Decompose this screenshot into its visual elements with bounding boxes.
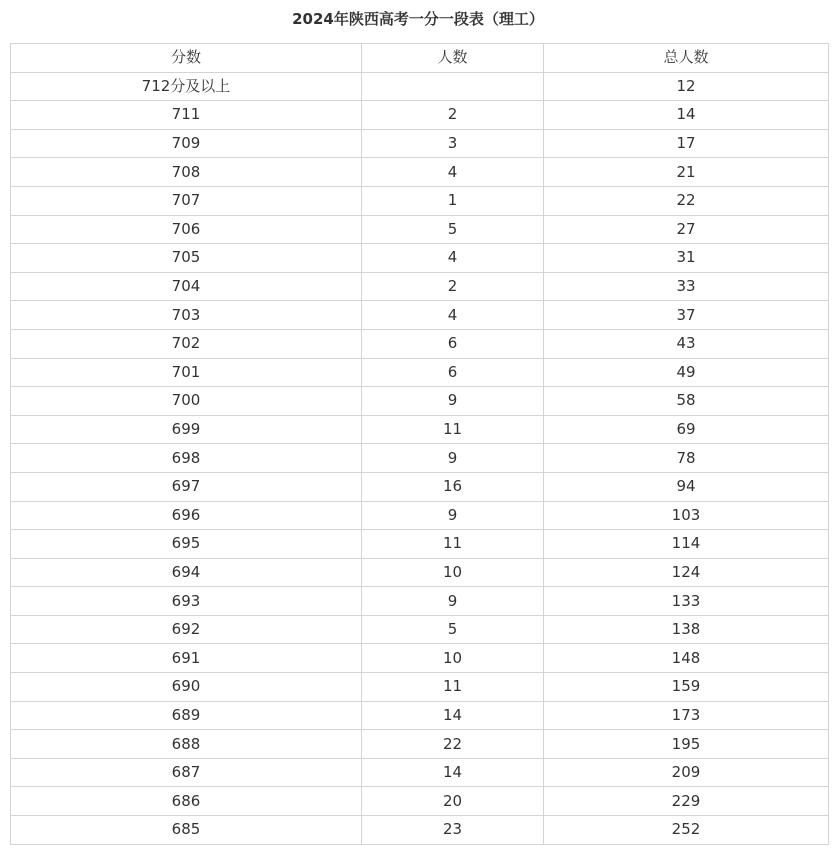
- cell-cumulative: 124: [544, 558, 829, 587]
- cell-count: 11: [362, 415, 544, 444]
- cell-cumulative: 78: [544, 444, 829, 473]
- cell-score: 696: [11, 501, 362, 530]
- table-row: [11, 72, 829, 101]
- cell-score: 709: [11, 129, 362, 158]
- cell-score: 685: [11, 816, 362, 845]
- cell-score: 701: [11, 358, 362, 387]
- cell-cumulative: 69: [544, 415, 829, 444]
- cell-score: 711: [11, 101, 362, 130]
- cell-cumulative: 33: [544, 272, 829, 301]
- cell-count: 2: [362, 101, 544, 130]
- cell-score: 708: [11, 158, 362, 187]
- cell-cumulative: 58: [544, 387, 829, 416]
- cell-cumulative: 209: [544, 758, 829, 787]
- cell-score: 712分及以上: [11, 72, 362, 101]
- cell-cumulative: 138: [544, 615, 829, 644]
- cell-cumulative: 252: [544, 816, 829, 845]
- cell-score: 703: [11, 301, 362, 330]
- cell-cumulative: 12: [544, 72, 829, 101]
- cell-cumulative: 103: [544, 501, 829, 530]
- cell-count: 5: [362, 215, 544, 244]
- cell-score: 693: [11, 587, 362, 616]
- cell-cumulative: 22: [544, 186, 829, 215]
- table-row: [11, 787, 829, 816]
- table-row: [11, 129, 829, 158]
- cell-score: 699: [11, 415, 362, 444]
- cell-score: 707: [11, 186, 362, 215]
- cell-count: 23: [362, 816, 544, 845]
- cell-count: 2: [362, 272, 544, 301]
- cell-count: 6: [362, 329, 544, 358]
- cell-count: 9: [362, 587, 544, 616]
- table-body: [11, 72, 829, 844]
- table-row: [11, 816, 829, 845]
- cell-score: 686: [11, 787, 362, 816]
- cell-count: 11: [362, 673, 544, 702]
- cell-cumulative: 43: [544, 329, 829, 358]
- table-row: [11, 472, 829, 501]
- cell-cumulative: 114: [544, 530, 829, 559]
- cell-count: 9: [362, 501, 544, 530]
- cell-score: 702: [11, 329, 362, 358]
- header-cumulative: 总人数: [544, 44, 829, 73]
- table-header-row: [11, 44, 829, 73]
- cell-cumulative: 37: [544, 301, 829, 330]
- cell-score: 690: [11, 673, 362, 702]
- page-title: 2024年陕西高考一分一段表（理工）: [292, 10, 544, 28]
- cell-cumulative: 173: [544, 701, 829, 730]
- table-row: [11, 758, 829, 787]
- cell-score: 689: [11, 701, 362, 730]
- cell-cumulative: 229: [544, 787, 829, 816]
- table-row: [11, 530, 829, 559]
- cell-count: 11: [362, 530, 544, 559]
- cell-count: 16: [362, 472, 544, 501]
- cell-score: 695: [11, 530, 362, 559]
- cell-cumulative: 133: [544, 587, 829, 616]
- cell-score: 698: [11, 444, 362, 473]
- cell-cumulative: 21: [544, 158, 829, 187]
- table-row: [11, 444, 829, 473]
- cell-score: 692: [11, 615, 362, 644]
- table-row: [11, 644, 829, 673]
- cell-cumulative: 94: [544, 472, 829, 501]
- cell-score: 697: [11, 472, 362, 501]
- cell-score: 691: [11, 644, 362, 673]
- cell-cumulative: 49: [544, 358, 829, 387]
- cell-count: 6: [362, 358, 544, 387]
- table-row: [11, 101, 829, 130]
- cell-count: 1: [362, 186, 544, 215]
- cell-cumulative: 195: [544, 730, 829, 759]
- table-row: [11, 272, 829, 301]
- table-row: [11, 358, 829, 387]
- cell-count: 10: [362, 558, 544, 587]
- table-row: [11, 558, 829, 587]
- cell-count: 5: [362, 615, 544, 644]
- table-row: [11, 730, 829, 759]
- cell-cumulative: 14: [544, 101, 829, 130]
- cell-count: 3: [362, 129, 544, 158]
- table-row: [11, 387, 829, 416]
- cell-count: 4: [362, 244, 544, 273]
- cell-count: 4: [362, 158, 544, 187]
- table-row: [11, 301, 829, 330]
- table-row: [11, 673, 829, 702]
- cell-cumulative: 31: [544, 244, 829, 273]
- cell-count: 14: [362, 701, 544, 730]
- table-row: [11, 186, 829, 215]
- cell-score: 704: [11, 272, 362, 301]
- table-row: [11, 615, 829, 644]
- cell-cumulative: 159: [544, 673, 829, 702]
- cell-score: 694: [11, 558, 362, 587]
- cell-count: 4: [362, 301, 544, 330]
- header-count: 人数: [362, 44, 544, 73]
- table-row: [11, 215, 829, 244]
- table-row: [11, 244, 829, 273]
- cell-count: 14: [362, 758, 544, 787]
- cell-score: 705: [11, 244, 362, 273]
- table-row: [11, 701, 829, 730]
- score-distribution-table: [10, 43, 829, 845]
- cell-count: 9: [362, 387, 544, 416]
- cell-count: 20: [362, 787, 544, 816]
- cell-count: [362, 72, 544, 101]
- table-row: [11, 501, 829, 530]
- cell-count: 10: [362, 644, 544, 673]
- cell-count: 9: [362, 444, 544, 473]
- cell-cumulative: 27: [544, 215, 829, 244]
- cell-cumulative: 148: [544, 644, 829, 673]
- cell-score: 706: [11, 215, 362, 244]
- table-row: [11, 158, 829, 187]
- table-row: [11, 415, 829, 444]
- cell-score: 687: [11, 758, 362, 787]
- table-row: [11, 329, 829, 358]
- header-score: 分数: [11, 44, 362, 73]
- cell-score: 688: [11, 730, 362, 759]
- cell-score: 700: [11, 387, 362, 416]
- table-row: [11, 587, 829, 616]
- cell-count: 22: [362, 730, 544, 759]
- cell-cumulative: 17: [544, 129, 829, 158]
